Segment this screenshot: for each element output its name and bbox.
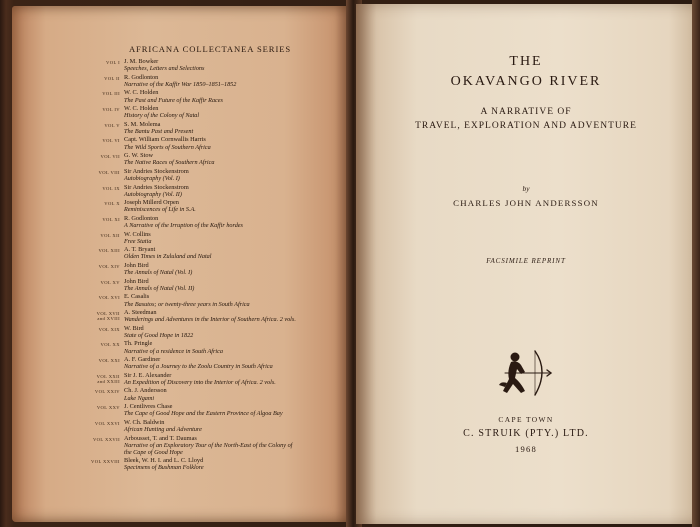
entry-author: Sir Andries Stockenstrom xyxy=(124,183,189,191)
volume-label: VOL XIX xyxy=(98,326,120,332)
entry-author: G. W. Stow xyxy=(124,152,154,160)
volume-number xyxy=(76,60,120,65)
series-entry xyxy=(76,89,356,105)
entry-work-title: The Cape of Good Hope and the Eastern Province of Algoa Bay xyxy=(124,410,283,418)
volume-label: VOL II xyxy=(104,75,120,81)
volume-number xyxy=(76,311,120,322)
series-entry xyxy=(76,419,356,435)
volume-number xyxy=(76,76,120,81)
volume-number xyxy=(76,248,120,253)
entry-author: W. Bird xyxy=(124,324,144,332)
volume-label: VOL III xyxy=(102,91,120,97)
entry-work-title: Speeches, Letters and Selections xyxy=(124,65,205,73)
entry-author: W. Ch. Baldwin xyxy=(124,418,165,426)
series-entry xyxy=(76,262,356,278)
publisher-place: CAPE TOWN xyxy=(498,415,554,424)
volume-number xyxy=(76,264,120,269)
volume-number xyxy=(76,170,120,175)
volume-label: VOL XIII xyxy=(98,248,120,254)
entry-author: Sir J. E. Alexander xyxy=(124,371,172,379)
volume-number xyxy=(76,358,120,363)
entry-author: A. Steedman xyxy=(124,309,157,316)
series-entry xyxy=(76,168,356,184)
entry-work-title: Narrative of a residence in South Africa xyxy=(124,347,223,355)
series-entry xyxy=(76,105,356,121)
entry-work-title: Reminiscences of Life in S.A. xyxy=(124,206,196,214)
series-entry xyxy=(76,387,356,403)
entry-work-title: Autobiography (Vol. I) xyxy=(124,175,180,182)
series-entry xyxy=(76,325,356,341)
series-entry xyxy=(76,215,356,231)
entry-author: John Bird xyxy=(124,261,149,269)
entry-author: J. Centlivres Chase xyxy=(124,403,173,411)
publisher-name: C. STRUIK (PTY.) LTD. xyxy=(463,428,589,439)
series-entry xyxy=(76,457,356,473)
entry-work-title: Lake Ngami xyxy=(124,394,155,402)
volume-label: VOL XV xyxy=(100,279,120,285)
volume-number xyxy=(76,123,120,128)
entry-work-title: African Hunting and Adventure xyxy=(124,426,202,433)
volume-label: VOL XXIV xyxy=(94,389,120,395)
entry-work-title: Narrative of a Journey to the Zoolu Country in South Africa xyxy=(124,363,273,371)
entry-work-title: The Basutos; or twenty-three years in South Africa xyxy=(124,300,250,308)
entry-author: E. Casalis xyxy=(124,293,150,301)
entry-author: Sir Andries Stockenstrom xyxy=(124,167,189,175)
volume-label: VOL XXVI xyxy=(94,420,120,426)
series-entry xyxy=(76,246,356,262)
volume-label: VOL XVI xyxy=(98,295,120,301)
volume-label: VOL XXII xyxy=(96,373,120,379)
volume-label: VOL XI xyxy=(102,216,120,222)
volume-label: VOL XXV xyxy=(96,405,120,411)
entry-author: John Bird xyxy=(124,277,149,285)
volume-label: VOL XVII xyxy=(96,311,120,316)
entry-work-title: History of the Colony of Natal xyxy=(124,112,200,120)
volume-label: VOL X xyxy=(104,201,120,207)
volume-number xyxy=(76,405,120,410)
volume-number xyxy=(76,459,120,464)
entry-author: R. Godlonton xyxy=(124,73,159,81)
volume-number xyxy=(76,201,120,206)
volume-number xyxy=(76,107,120,112)
entry-author: R. Godlonton xyxy=(124,214,159,222)
series-entry xyxy=(76,340,356,356)
series-entry xyxy=(76,152,356,168)
entry-work-title-continued: the Cape of Good Hope xyxy=(124,448,183,456)
volume-label: VOL XII xyxy=(100,232,120,238)
entry-author: W. C. Holden xyxy=(124,105,159,113)
entry-author: Th. Pringle xyxy=(124,340,153,348)
volume-number xyxy=(76,295,120,300)
series-entry xyxy=(76,136,356,152)
entry-author: Bleek, W. H. I. and L. C. Lloyd xyxy=(124,456,204,464)
entry-work-title: Narrative of an Exploratory Tour of the North-East of the Colony of xyxy=(124,441,293,449)
volume-number xyxy=(76,342,120,347)
volume-label: VOL IX xyxy=(102,185,120,191)
series-entry xyxy=(76,435,356,457)
volume-label: VOL XXVII xyxy=(92,436,120,442)
volume-number xyxy=(76,421,120,426)
facsimile-note: FACSIMILE REPRINT xyxy=(486,257,566,265)
series-entry xyxy=(76,293,356,309)
volume-number xyxy=(76,233,120,238)
subtitle-line-1: A NARRATIVE OF xyxy=(480,107,572,117)
volume-label: VOL V xyxy=(104,122,120,128)
entry-work-title: Olden Times in Zululand and Natal xyxy=(124,253,212,261)
entry-work-title: The Wild Sports of Southern Africa xyxy=(124,143,211,151)
entry-author: Arbousset, T. and T. Daumas xyxy=(124,434,197,442)
series-entry xyxy=(76,58,356,74)
volume-label: VOL XIV xyxy=(98,263,120,269)
series-entry xyxy=(76,356,356,372)
entry-work-title: Autobiography (Vol. II) xyxy=(124,190,182,198)
volume-number xyxy=(76,374,120,385)
volume-label-continued: and XVIII xyxy=(97,316,120,322)
author-name: CHARLES JOHN ANDERSSON xyxy=(453,198,599,208)
entry-work-title: An Expedition of Discovery into the Interior of Africa. 2 vols. xyxy=(124,378,276,386)
archer-figure-logo xyxy=(491,345,555,403)
series-title: AFRICANA COLLECTANEA SERIES xyxy=(128,44,292,54)
entry-author: Joseph Millerd Orpen xyxy=(124,199,179,207)
volume-label-continued: and XXIII xyxy=(97,379,120,385)
volume-number xyxy=(76,91,120,96)
entry-work-title: Free Statia xyxy=(124,237,152,245)
entry-work-title: The Native Races of Southern Africa xyxy=(124,159,215,167)
volume-number xyxy=(76,437,120,442)
series-entry xyxy=(76,184,356,200)
entry-author: Capt. William Cornwallis Harris xyxy=(124,136,206,144)
entry-work-title: The Annals of Natal (Vol. I) xyxy=(124,269,193,277)
entry-work-title: Specimens of Bushman Folklore xyxy=(124,464,204,472)
entry-work-title: Wanderings and Adventures in the Interior of Southern Africa. 2 vols. xyxy=(124,316,296,324)
series-entry xyxy=(76,372,356,388)
series-entry xyxy=(76,231,356,247)
entry-work-title: A Narrative of the Irruption of the Kaffir hordes xyxy=(124,222,243,230)
series-entry xyxy=(76,278,356,294)
series-entry xyxy=(76,199,356,215)
entry-author: A. T. Bryant xyxy=(124,246,156,254)
entry-work-title: The Past and Future of the Kaffir Races xyxy=(124,96,223,104)
volume-number xyxy=(76,217,120,222)
entry-work-title: Narrative of the Kaffir War 1850–1851–1852 xyxy=(124,80,237,88)
volume-number xyxy=(76,389,120,394)
volume-label: VOL I xyxy=(106,60,120,65)
subtitle-line-2: TRAVEL, EXPLORATION AND ADVENTURE xyxy=(415,121,637,131)
series-entry xyxy=(76,403,356,419)
volume-number xyxy=(76,280,120,285)
volume-label: VOL VIII xyxy=(98,169,120,175)
volume-label: VOL VI xyxy=(102,138,120,144)
volume-number xyxy=(76,327,120,332)
series-entry xyxy=(76,121,356,137)
series-entry xyxy=(76,309,356,325)
volume-number xyxy=(76,138,120,143)
series-list xyxy=(76,58,356,473)
series-entry xyxy=(76,74,356,90)
by-line: by xyxy=(522,184,530,193)
entry-work-title: State of Good Hope in 1822 xyxy=(124,331,194,339)
volume-label: VOL IV xyxy=(102,107,120,113)
book-title-line-2: OKAVANGO RIVER xyxy=(450,74,602,89)
volume-number xyxy=(76,154,120,159)
entry-work-title: The Annals of Natal (Vol. II) xyxy=(124,284,195,292)
entry-work-title: The Bantu Past and Present xyxy=(124,127,194,135)
volume-label: VOL XX xyxy=(100,342,120,348)
entry-author: S. M. Molema xyxy=(124,120,161,128)
entry-author: Ch. J. Andersson xyxy=(124,387,167,395)
volume-number xyxy=(76,186,120,191)
publication-year: 1968 xyxy=(515,444,537,454)
book-title-line-1: THE xyxy=(509,54,543,69)
volume-label: VOL XXVIII xyxy=(91,458,120,464)
volume-label: VOL VII xyxy=(100,154,120,160)
entry-author: W. C. Holden xyxy=(124,89,159,97)
entry-author: A. F. Gardiner xyxy=(124,356,161,364)
volume-label: VOL XXI xyxy=(98,358,120,364)
entry-author: J. M. Bowker xyxy=(124,58,159,65)
entry-author: W. Collins xyxy=(124,230,151,238)
